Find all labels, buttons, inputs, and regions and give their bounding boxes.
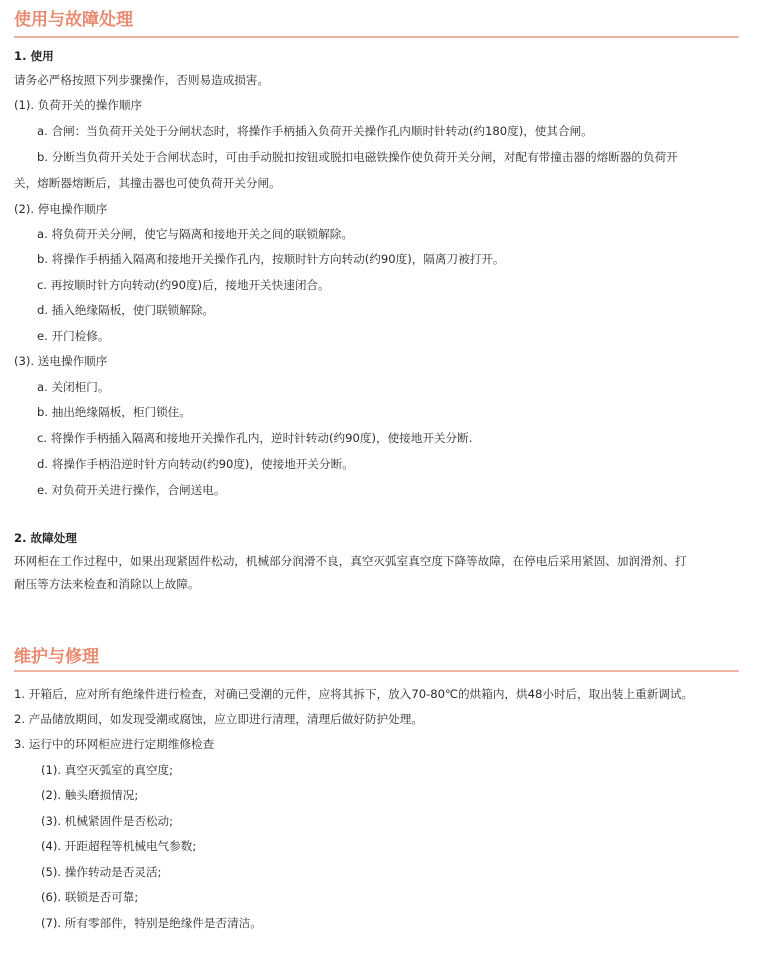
maintenance-check: (5). 操作转动是否灵活; — [41, 865, 162, 879]
power-on-step: b. 抽出绝缘隔板，柜门锁住。 — [37, 405, 191, 419]
power-off-step: b. 将操作手柄插入隔离和接地开关操作孔内，按顺时针方向转动(约90度)，隔离刀被打开。 — [37, 252, 505, 266]
fault-heading: 2. 故障处理 — [14, 531, 77, 545]
use-intro: 请务必严格按照下列步骤操作，否则易造成损害。 — [14, 73, 270, 87]
power-off-step: e. 开门检修。 — [37, 329, 110, 343]
power-off-step: a. 将负荷开关分闸，使它与隔离和接地开关之间的联锁解除。 — [37, 227, 353, 241]
power-on-step: c. 将操作手柄插入隔离和接地开关操作孔内，逆时针转动(约90度)，使接地开关分断. — [37, 431, 473, 445]
power-off-heading: (2). 停电操作顺序 — [14, 202, 108, 216]
maintenance-check: (1). 真空灭弧室的真空度; — [41, 763, 174, 777]
load-switch-step-b-continued: 关，熔断器熔断后，其撞击器也可使负荷开关分闸。 — [14, 176, 281, 190]
maintenance-check: (4). 开距超程等机械电气参数; — [41, 839, 197, 853]
power-on-step: a. 关闭柜门。 — [37, 380, 110, 394]
maintenance-item-2: 2. 产品储放期间，如发现受潮或腐蚀，应立即进行清理，清理后做好防护处理。 — [14, 712, 423, 726]
maintenance-section-title: 维护与修理 — [14, 647, 99, 667]
power-on-step: e. 对负荷开关进行操作，合闸送电。 — [37, 483, 226, 497]
maintenance-check: (2). 触头磨损情况; — [41, 788, 139, 802]
power-off-step: d. 插入绝缘隔板，使门联锁解除。 — [37, 303, 215, 317]
use-heading: 1. 使用 — [14, 49, 54, 63]
power-off-step: c. 再按顺时针方向转动(约90度)后，接地开关快速闭合。 — [37, 278, 330, 292]
maintenance-check: (7). 所有零部件，特别是绝缘件是否清洁。 — [41, 916, 262, 930]
load-switch-heading: (1). 负荷开关的操作顺序 — [14, 98, 143, 112]
power-on-step: d. 将操作手柄沿逆时针方向转动(约90度)，使接地开关分断。 — [37, 457, 354, 471]
usage-title-rule — [14, 36, 739, 38]
power-on-heading: (3). 送电操作顺序 — [14, 354, 108, 368]
load-switch-step-b: b. 分断当负荷开关处于合闸状态时，可由手动脱扣按钮或脱扣电磁铁操作使负荷开关分闸，对配有带撞击器的熔断器的负荷开 — [37, 150, 678, 164]
maintenance-item-1: 1. 开箱后，应对所有绝缘件进行检查，对确已受潮的元件，应将其拆下，放入70-80℃的烘箱内，烘48小时后，取出装上重新调试。 — [14, 687, 694, 701]
maintenance-check: (3). 机械紧固件是否松动; — [41, 814, 174, 828]
maintenance-item-3: 3. 运行中的环网柜应进行定期维修检查 — [14, 737, 215, 751]
fault-description: 环网柜在工作过程中，如果出现紧固件松动，机械部分润滑不良，真空灭弧室真空度下降等故障，在停电后采用紧固、加润滑剂、打 — [14, 554, 687, 568]
fault-description-continued: 耐压等方法来检查和消除以上故障。 — [14, 577, 200, 591]
maintenance-title-rule — [14, 670, 739, 672]
usage-section-title: 使用与故障处理 — [14, 10, 133, 30]
load-switch-step-a: a. 合闸：当负荷开关处于分闸状态时，将操作手柄插入负荷开关操作孔内顺时针转动(约180度)，使其合闸。 — [37, 124, 593, 138]
maintenance-check: (6). 联锁是否可靠; — [41, 890, 139, 904]
